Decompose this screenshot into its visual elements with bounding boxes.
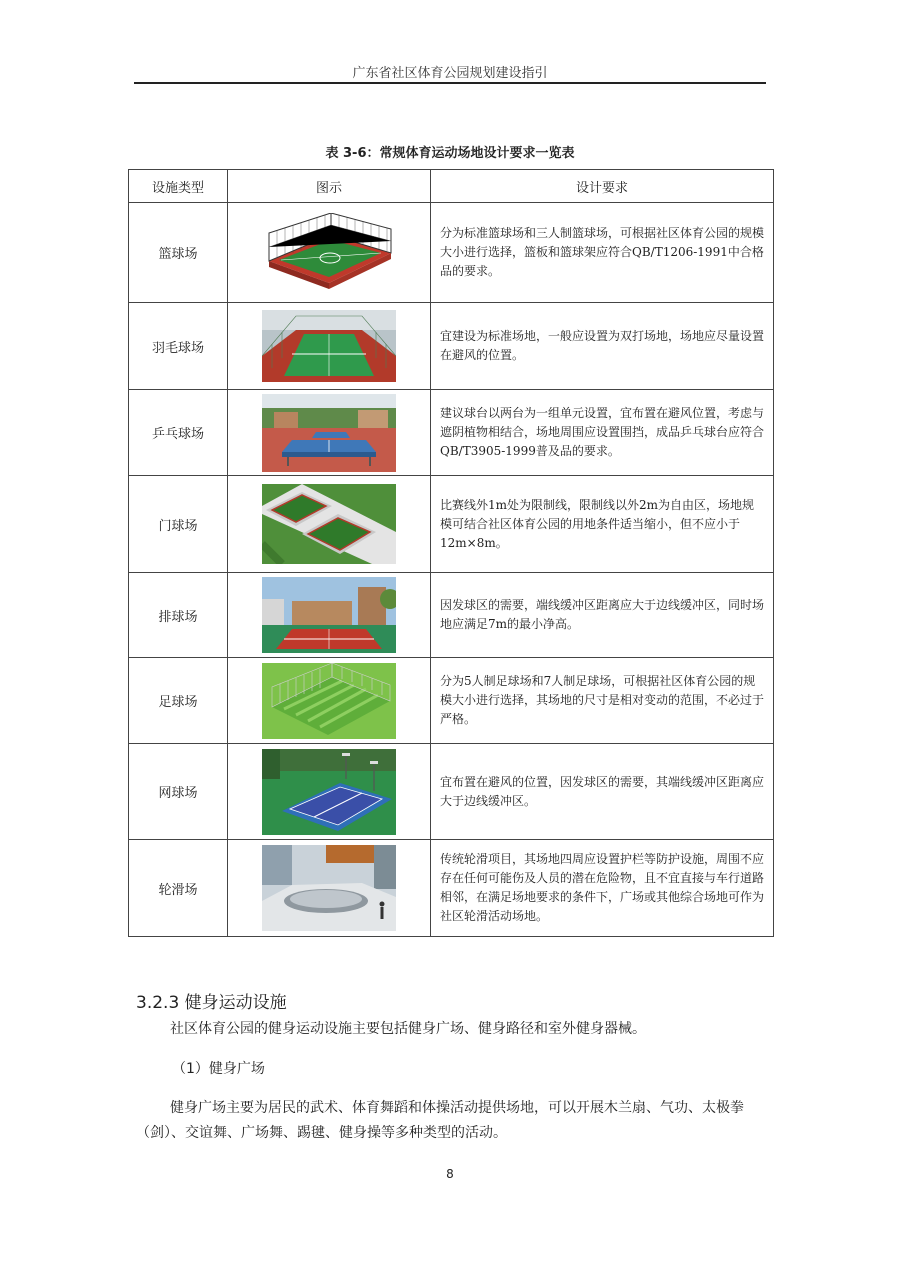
facility-type: 羽毛球场 xyxy=(129,303,228,390)
requirement-text: 因发球区的需要，端线缓冲区距离应大于边线缓冲区，同时场地应满足7m的最小净高。 xyxy=(431,573,774,658)
table-row xyxy=(129,476,774,573)
table-row xyxy=(129,573,774,658)
requirement-text: 传统轮滑项目，其场地四周应设置护栏等防护设施，周围不应存在任何可能伤及人员的潜在危险物，且不宜直接与车行道路相邻，在满足场地要求的条件下，广场或其他综合场地可作为社区轮滑活动场地。 xyxy=(431,840,774,937)
badminton-court-image xyxy=(262,310,396,382)
body-paragraph: 健身广场主要为居民的武术、体育舞蹈和体操活动提供场地，可以开展木兰扇、气功、太极拳（剑）、交谊舞、广场舞、踢毽、健身操等多种类型的活动。 xyxy=(136,1100,744,1141)
football-field-image xyxy=(262,663,396,739)
table-caption: 表 3-6：常规体育运动场地设计要求一览表 xyxy=(325,146,575,161)
illustration-cell xyxy=(228,840,431,937)
column-header-illustration: 图示 xyxy=(228,170,431,203)
table-tennis-image xyxy=(262,394,396,472)
requirement-text: 宜布置在避风的位置，因发球区的需要，其端线缓冲区距离应大于边线缓冲区。 xyxy=(431,744,774,840)
volleyball-court-image xyxy=(262,577,396,653)
table-row xyxy=(129,303,774,390)
table-row xyxy=(129,744,774,840)
running-header: 广东省社区体育公园规划建设指引 xyxy=(352,66,548,81)
facility-type: 门球场 xyxy=(129,476,228,573)
table-row xyxy=(129,658,774,744)
requirement-text: 宜建设为标准场地，一般应设置为双打场地，场地应尽量设置在避风的位置。 xyxy=(431,303,774,390)
requirement-text: 建议球台以两台为一组单元设置，宜布置在避风位置，考虑与遮阴植物相结合，场地周围应设置围挡，成品乒乓球台应符合QB/T3905-1999普及品的要求。 xyxy=(431,390,774,476)
page-number: 8 xyxy=(446,1167,454,1181)
illustration-cell xyxy=(228,476,431,573)
facility-type: 篮球场 xyxy=(129,203,228,303)
facility-type: 足球场 xyxy=(129,658,228,744)
illustration-cell xyxy=(228,303,431,390)
header-rule xyxy=(134,82,766,84)
illustration-cell xyxy=(228,203,431,303)
requirement-text: 分为标准篮球场和三人制篮球场，可根据社区体育公园的规模大小进行选择，篮板和篮球架应符合QB/T1206-1991中合格品的要求。 xyxy=(431,203,774,303)
facility-type: 轮滑场 xyxy=(129,840,228,937)
intro-paragraph: 社区体育公园的健身运动设施主要包括健身广场、健身路径和室外健身器械。 xyxy=(170,1021,646,1037)
section-heading: 3.2.3 健身运动设施 xyxy=(136,993,287,1013)
tennis-court-image xyxy=(262,749,396,835)
basketball-court-image xyxy=(259,213,399,293)
table-header-row xyxy=(129,170,774,203)
table-row xyxy=(129,203,774,303)
requirement-text: 比赛线外1m处为限制线，限制线以外2m为自由区，场地规模可结合社区体育公园的用地条件适当缩小，但不应小于12m×8m。 xyxy=(431,476,774,573)
facility-type: 乒乓球场 xyxy=(129,390,228,476)
illustration-cell xyxy=(228,658,431,744)
column-header-type: 设施类型 xyxy=(129,170,228,203)
gateball-court-image xyxy=(262,484,396,564)
illustration-cell xyxy=(228,390,431,476)
subheading: （1）健身广场 xyxy=(172,1061,265,1077)
illustration-cell xyxy=(228,744,431,840)
facility-type: 网球场 xyxy=(129,744,228,840)
table-row xyxy=(129,390,774,476)
facility-table xyxy=(128,169,774,937)
table-row xyxy=(129,840,774,937)
illustration-cell xyxy=(228,573,431,658)
facility-type: 排球场 xyxy=(129,573,228,658)
column-header-requirement: 设计要求 xyxy=(431,170,774,203)
roller-skating-image xyxy=(262,845,396,931)
requirement-text: 分为5人制足球场和7人制足球场，可根据社区体育公园的规模大小进行选择，其场地的尺寸是相对变动的范围，不必过于严格。 xyxy=(431,658,774,744)
